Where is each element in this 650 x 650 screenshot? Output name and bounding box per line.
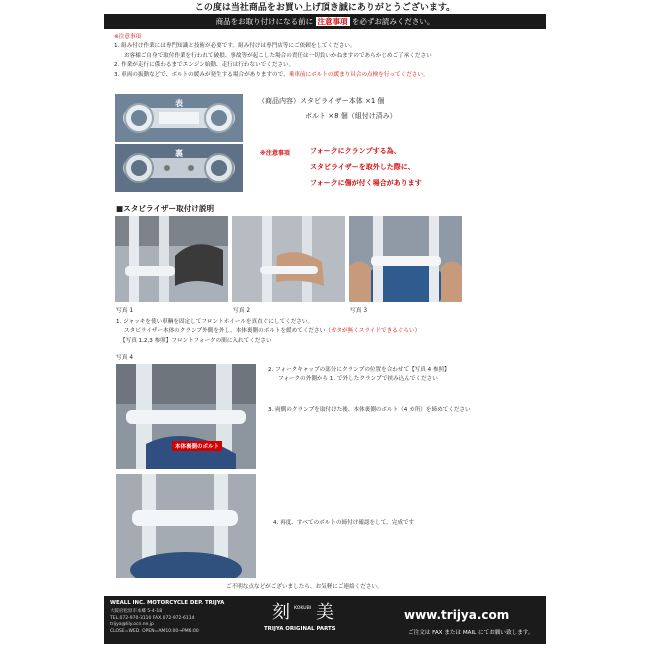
brand-name: TRIJYA ORIGINAL PARTS [264,626,336,632]
step-1-line-b-end: ） [414,328,421,335]
install-photo-4 [116,364,256,469]
notice-bar [104,14,546,29]
bolt-tag: 本体裏側のボルト [172,441,222,451]
caution-line-3: 2. 作業が走行に係わるまでエンジン始動、走行は行わないでください。 [114,62,295,69]
notice-suffix: を必ずお読みください。 [351,17,435,26]
warn-line-2: スタビライザーを取外した際に、 [310,163,415,171]
label-back: 裏 [175,149,183,158]
step-3: 3. 両側のクランプを取付けた後、本体裏側のボルト（4 カ所）を締めてください [268,407,471,413]
step-1-line-c: 【写真 1,2,3 参照】フロントフォークの間に入れてください [120,337,272,344]
footer-contact [110,609,199,635]
warn-line-1: フォークにクランプする為、 [310,147,401,155]
notice-highlight: 注意事項 [317,17,348,26]
closing-note: ご不明な点などがございましたら、お気軽にご連絡ください。 [226,584,383,590]
logo-kanji-1: 刻 [272,602,290,623]
footer-email: trijya@lily.ocn.ne.jp [110,622,154,628]
step-2 [268,366,450,385]
caution-line-4-red: 乗車前にボルトの緩まり具合の点検を行ってください。 [288,71,429,78]
caution-line-2: お客様ご自身で取付作業を行われて破損、事故等が起こした場合の責任は一切負いかねますのであらかじめご了承ください [124,52,432,59]
warn-line-3: フォークに傷が付く場合があります [310,179,422,187]
notice-prefix: 商品をお取り付けになる前に [215,17,314,26]
step-1-line-b-text: スタビライザー本体のクランプ外側を外し、本体裏側のボルトを緩めてください（ [124,328,331,335]
caution-line-4-text: 3. 車両の振動などで、ボルトの緩みが発生する場合がありますので、 [114,71,289,78]
caution-heading: ※注意事項 [114,34,142,40]
contents-line-1: （商品内容）スタビライザー本体 ×1 個 [258,97,385,105]
logo-kokubi: KOKUBI [294,606,312,611]
step-4: 4. 再度、すべてのボルトの締付け確認をして、完成です [273,520,415,526]
caption-photo-3: 写真 3 [350,308,368,314]
caution-line-4 [114,71,536,80]
product-contents [258,94,397,124]
step-1-line-a: 1. ジャッキを使い車輌を固定してフロントホイールを真直ぐにしてください。 [116,319,314,325]
footer-hours: CLOSE=WED. OPEN=AM10:00→PM6:00 [110,628,199,634]
caption-photo-1: 写真 1 [116,308,134,314]
step-1-line-b [116,327,420,336]
install-photo-3 [349,216,462,302]
footer-tel: TEL.072-970-3110 FAX.072-972-6114 [110,615,195,621]
footer-address: 大阪府松原市本郷 5-4-18 [110,609,163,614]
install-photo-1 [115,216,228,302]
footer [104,596,546,644]
step-2-line-b: フォークの外側から 1. で外したクランプで挟み込んでください [278,376,438,383]
warn-block [310,143,422,191]
page-title: この度は当社商品をお買い上げ頂き誠にありがとうございます。 [194,3,456,13]
order-note: ご注文は FAX または MAIL にてお願い致します。 [408,630,534,636]
logo-kanji-2: 美 [316,602,334,623]
contents-line-2: ボルト ×8 個（組付け済み） [305,112,397,120]
caution-line-1: 1. 組み付け作業には専門知識と技術が必要です。組み付けは専門店等にご依頼をしてください。 [114,43,356,50]
label-front: 表 [175,99,183,108]
install-section-title: ■スタビライザー取付け説明 [116,204,215,213]
step-1-line-b-red: ガタが無くスライドできるぐらい [330,328,415,335]
warn-heading: ※注意事項 [260,150,290,157]
caption-photo-4: 写真 4 [116,355,134,361]
caution-block [114,33,536,80]
caption-photo-2: 写真 2 [233,308,251,314]
install-photo-2 [232,216,345,302]
step-1 [116,318,420,346]
step-2-line-a: 2. フォークキャップの部分にクランプの位置を合わせて【写真 4 参照】 [268,367,450,373]
website-link[interactable]: www.trijya.com [404,608,510,622]
footer-company: WEALL INC. MOTORCYCLE DEP. TRIJYA [110,600,225,606]
install-photo-5 [116,474,256,578]
